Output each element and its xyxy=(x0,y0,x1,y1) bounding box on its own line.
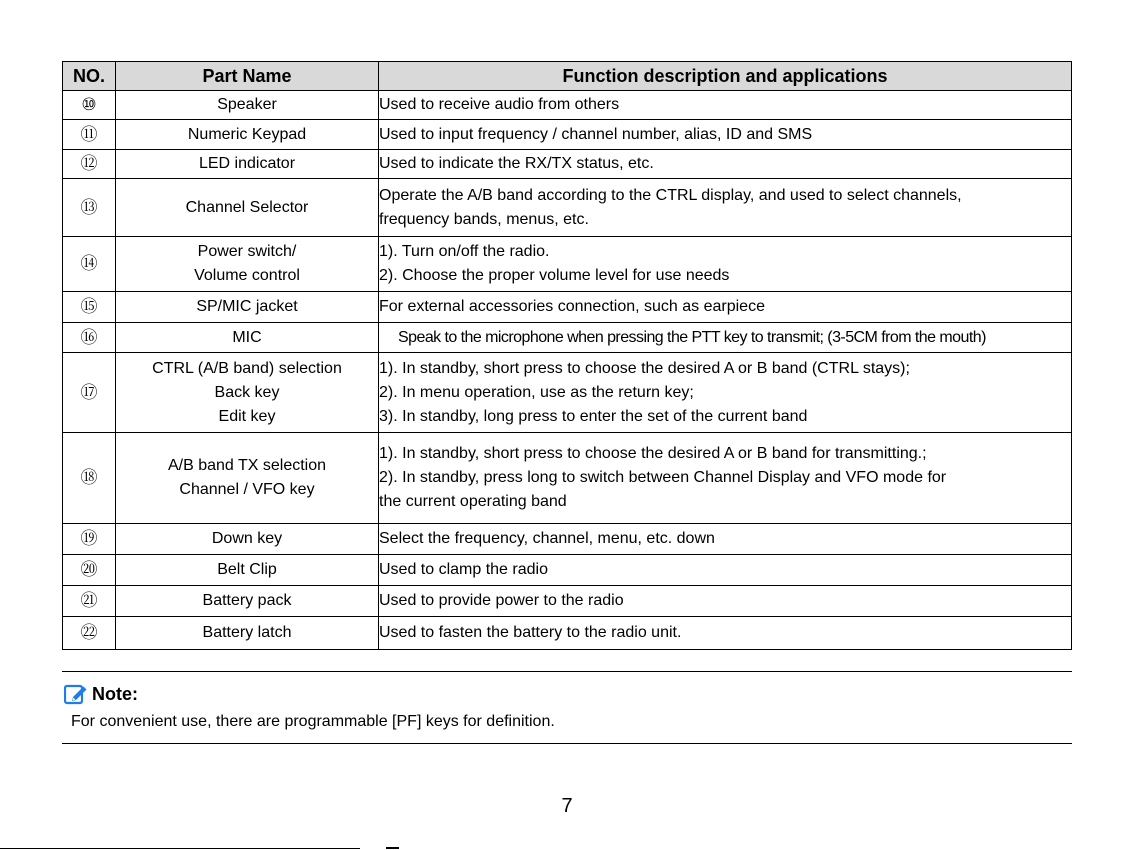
row-number: ⑲ xyxy=(63,524,116,555)
part-name xyxy=(116,433,379,524)
part-name xyxy=(116,524,379,555)
description-line: Used to provide power to the radio xyxy=(379,592,624,609)
footer-mark xyxy=(386,847,399,849)
row-number: ⑬ xyxy=(63,179,116,237)
function-description xyxy=(379,524,1072,555)
description-line: Used to indicate the RX/TX status, etc. xyxy=(379,155,654,172)
function-description xyxy=(379,555,1072,586)
part-name xyxy=(116,586,379,617)
description-line: Used to input frequency / channel number, alias, ID and SMS xyxy=(379,125,813,143)
table-row xyxy=(63,120,1072,150)
part-name xyxy=(116,292,379,323)
note-bottom-divider xyxy=(62,743,1072,744)
function-description xyxy=(379,91,1072,120)
table-row xyxy=(63,292,1072,323)
note-top-divider xyxy=(62,671,1072,672)
table-row xyxy=(63,179,1072,237)
description-line: 1). In standby, short press to choose the desired A or B band for transmitting.; xyxy=(379,445,927,462)
part-name xyxy=(116,150,379,179)
row-number: ⑱ xyxy=(63,433,116,524)
table-row xyxy=(63,150,1072,179)
description-line: 3). In standby, long press to enter the set of the current band xyxy=(379,407,808,425)
function-description xyxy=(379,353,1072,433)
table-row xyxy=(63,353,1072,433)
table-row xyxy=(63,323,1072,353)
function-description xyxy=(379,323,1072,353)
note-heading xyxy=(64,683,138,705)
edit-note-icon xyxy=(64,683,88,705)
description-line: Used to clamp the radio xyxy=(379,561,548,578)
function-description xyxy=(379,617,1072,650)
description-line: the current operating band xyxy=(379,493,567,510)
part-name-line: CTRL (A/B band) selection xyxy=(152,359,342,377)
table-row xyxy=(63,433,1072,524)
part-name xyxy=(116,237,379,292)
row-number: ⑮ xyxy=(63,292,116,323)
description-line: frequency bands, menus, etc. xyxy=(379,210,589,228)
header-function: Function description and applications xyxy=(379,62,1072,91)
part-name-line: Channel Selector xyxy=(185,198,309,216)
part-name-line: MIC xyxy=(232,328,262,346)
row-number: ⑪ xyxy=(63,120,116,150)
description-line: Used to receive audio from others xyxy=(379,96,620,113)
row-number: ⑫ xyxy=(63,150,116,179)
row-number: ⑩ xyxy=(63,91,116,120)
description-line: Select the frequency, channel, menu, etc. down xyxy=(379,530,715,547)
part-name xyxy=(116,323,379,353)
row-number: ⑭ xyxy=(63,237,116,292)
function-description xyxy=(379,120,1072,150)
row-number: ㉒ xyxy=(63,617,116,650)
parts-table xyxy=(62,61,1072,650)
table-row xyxy=(63,555,1072,586)
part-name-line: A/B band TX selection xyxy=(167,457,327,474)
part-name-line: Back key xyxy=(214,383,280,401)
description-line: 2). In menu operation, use as the return key; xyxy=(379,383,694,401)
footer-rule xyxy=(0,848,360,849)
part-name xyxy=(116,91,379,120)
function-description xyxy=(379,433,1072,524)
row-number: ⑳ xyxy=(63,555,116,586)
part-name xyxy=(116,179,379,237)
table-header-row xyxy=(63,62,1072,91)
note-title: Note: xyxy=(92,683,138,704)
function-description xyxy=(379,586,1072,617)
description-line: 2). In standby, press long to switch between Channel Display and VFO mode for xyxy=(379,469,947,486)
description-line: For external accessories connection, such as earpiece xyxy=(379,298,765,315)
part-name-line: LED indicator xyxy=(198,155,296,172)
description-line: 1). Turn on/off the radio. xyxy=(379,243,550,260)
part-name-line: Speaker xyxy=(217,96,277,113)
description-line: Speak to the microphone when pressing the PTT key to transmit; (3-5CM from the mouth) xyxy=(398,328,986,346)
row-number: ⑯ xyxy=(63,323,116,353)
table-row xyxy=(63,617,1072,650)
description-line: Used to fasten the battery to the radio unit. xyxy=(379,624,682,641)
table-row xyxy=(63,524,1072,555)
part-name-line: Belt Clip xyxy=(217,561,277,578)
part-name-line: SP/MIC jacket xyxy=(196,298,298,315)
note-text: For convenient use, there are programmable [PF] keys for definition. xyxy=(71,713,555,730)
row-number: ⑰ xyxy=(63,353,116,433)
table-row xyxy=(63,91,1072,120)
part-name xyxy=(116,120,379,150)
table-row xyxy=(63,586,1072,617)
function-description xyxy=(379,292,1072,323)
description-line: 2). Choose the proper volume level for use needs xyxy=(379,267,730,284)
table-row xyxy=(63,237,1072,292)
part-name xyxy=(116,617,379,650)
description-line: Operate the A/B band according to the CTRL display, and used to select channels, xyxy=(379,186,962,204)
part-name-line: Volume control xyxy=(194,267,300,284)
page-number: 7 xyxy=(561,795,573,817)
function-description xyxy=(379,179,1072,237)
part-name xyxy=(116,555,379,586)
part-name-line: Numeric Keypad xyxy=(187,125,307,143)
part-name xyxy=(116,353,379,433)
header-part-name: Part Name xyxy=(116,62,379,91)
function-description xyxy=(379,237,1072,292)
row-number: ㉑ xyxy=(63,586,116,617)
part-name-line: Power switch/ xyxy=(197,243,297,260)
part-name-line: Battery pack xyxy=(202,592,292,609)
part-name-line: Down key xyxy=(211,530,283,547)
description-line: 1). In standby, short press to choose the desired A or B band (CTRL stays); xyxy=(379,359,910,377)
part-name-line: Channel / VFO key xyxy=(179,481,315,498)
header-no: NO. xyxy=(63,62,116,91)
function-description xyxy=(379,150,1072,179)
part-name-line: Edit key xyxy=(218,407,276,425)
part-name-line: Battery latch xyxy=(202,624,292,641)
